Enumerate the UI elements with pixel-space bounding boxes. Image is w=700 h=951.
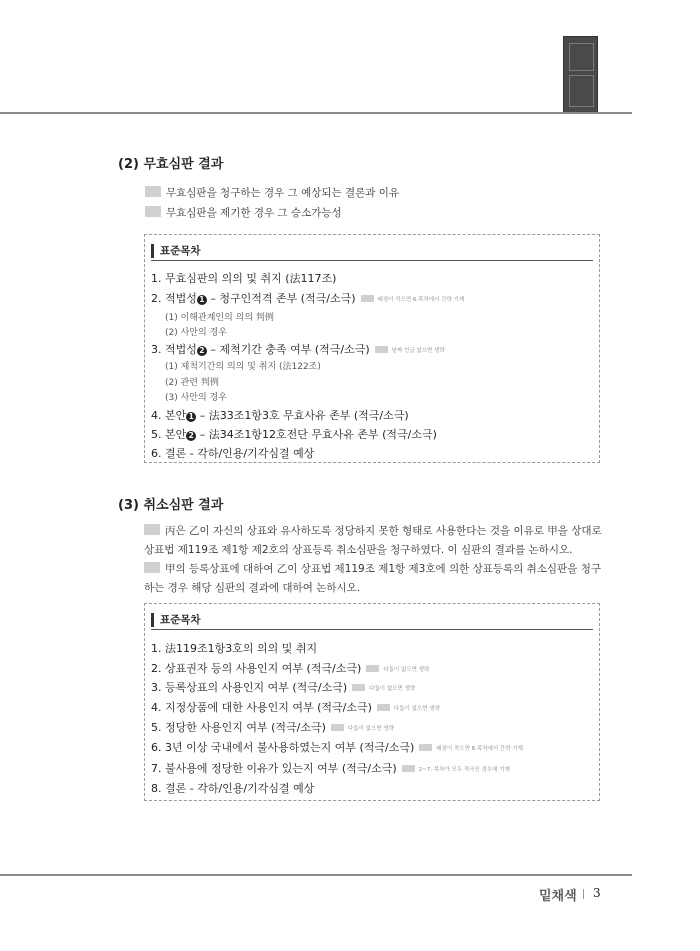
question-tag: [144, 562, 160, 573]
toc-item: 1. 무효심판의 의의 및 취지 (法117조): [151, 272, 337, 285]
page-number: 3: [593, 886, 601, 900]
number-badge: 1: [197, 295, 207, 305]
toc-note: 다툼이 없으면 생략: [369, 686, 416, 692]
section-3-title: (3) 취소심판 결과: [118, 498, 224, 513]
footer-divider: [583, 889, 584, 899]
toc-note: 날짜 언급 없으면 생략: [391, 348, 445, 354]
toc-item: 6. 3년 이상 국내에서 불사용하였는지 여부 (적극/소극) 배점이 작으면 8.목차에서 간략 기재: [151, 741, 523, 754]
problem-paragraph-1: 丙은 乙이 자신의 상표와 유사하도록 정당하지 못한 형태로 사용한다는 것을 이유로 甲을 상대로 상표법 제119조 제1항 제2호의 상표등록 취소심판을 청구하였다. 이 심판의 결과를 논하시오.: [144, 525, 602, 556]
toc-note: 다툼이 없으면 생략: [393, 706, 440, 712]
problem-paragraph-2: 甲의 등록상표에 대하여 乙이 상표법 제119조 제1항 제3호에 의한 상표등록의 취소심판을 청구하는 경우 해당 심판의 결과에 대하여 논하시오.: [144, 563, 601, 594]
number-badge: 1: [186, 412, 196, 422]
toc-item: 2. 적법성 1 – 청구인적격 존부 (적극/소극) 배점이 작으면 6.목차에서 간략 기재: [151, 292, 465, 305]
toc-sub-item: (2) 관련 判例: [165, 378, 219, 388]
footer-title: 밑채색: [539, 889, 577, 904]
question-1: 무효심판을 청구하는 경우 그 예상되는 결론과 이유: [145, 185, 399, 200]
toc-item: 4. 본안 1 – 法33조1항3호 무효사유 존부 (적극/소극): [151, 409, 409, 422]
footer-rule: [0, 874, 632, 876]
toc-item: 5. 본안 2 – 法34조1항12호전단 무효사유 존부 (적극/소극): [151, 428, 437, 441]
door-icon: [563, 36, 598, 113]
toc-item: 6. 결론 - 각하/인용/기각심결 예상: [151, 447, 315, 460]
toc-item: 1. 法119조1항3호의 의의 및 취지: [151, 642, 318, 655]
toc-sub-item: (1) 이해관계인의 의의 判例: [165, 313, 274, 323]
number-badge: 2: [186, 431, 196, 441]
number-badge: 2: [197, 346, 207, 356]
toc-note: 다툼이 없으면 생략: [347, 726, 394, 732]
toc-item: 5. 정당한 사용인지 여부 (적극/소극) 다툼이 없으면 생략: [151, 721, 394, 734]
toc-item: 8. 결론 - 각하/인용/기각심결 예상: [151, 782, 315, 795]
toc-item: 7. 불사용에 정당한 이유가 있는지 여부 (적극/소극) 2~7. 목차가 모두 적극인 경우에 기재: [151, 762, 510, 775]
toc-sub-item: (1) 제척기간의 의의 및 취지 (法122조): [165, 362, 321, 372]
toc-note: 배점이 작으면 8.목차에서 간략 기재: [436, 746, 523, 752]
toc-note: 다툼이 없으면 생략: [383, 667, 430, 673]
toc-header: 표준목차: [151, 242, 593, 261]
question-2: 무효심판을 제기한 경우 그 승소가능성: [145, 205, 342, 220]
header-rule: [0, 112, 632, 114]
section-2-title: (2) 무효심판 결과: [118, 157, 224, 172]
question-tag: [144, 524, 160, 535]
question-tag: [145, 206, 161, 217]
toc-header: 표준목차: [151, 611, 593, 630]
toc-item: 3. 등록상표의 사용인지 여부 (적극/소극) 다툼이 없으면 생략: [151, 681, 416, 694]
toc-item: 3. 적법성 2 – 제척기간 충족 여부 (적극/소극) 날짜 언급 없으면 생략: [151, 343, 445, 356]
toc-item: 2. 상표권자 등의 사용인지 여부 (적극/소극) 다툼이 없으면 생략: [151, 662, 430, 675]
toc-box-section-3: [144, 603, 600, 801]
toc-item: 4. 지정상품에 대한 사용인지 여부 (적극/소극) 다툼이 없으면 생략: [151, 701, 440, 714]
toc-box-section-2: [144, 234, 600, 463]
question-tag: [145, 186, 161, 197]
toc-sub-item: (2) 사안의 경우: [165, 328, 227, 338]
toc-note: 2~7. 목차가 모두 적극인 경우에 기재: [418, 767, 510, 773]
toc-note: 배점이 작으면 6.목차에서 간략 기재: [377, 297, 465, 303]
toc-sub-item: (3) 사안의 경우: [165, 393, 227, 403]
